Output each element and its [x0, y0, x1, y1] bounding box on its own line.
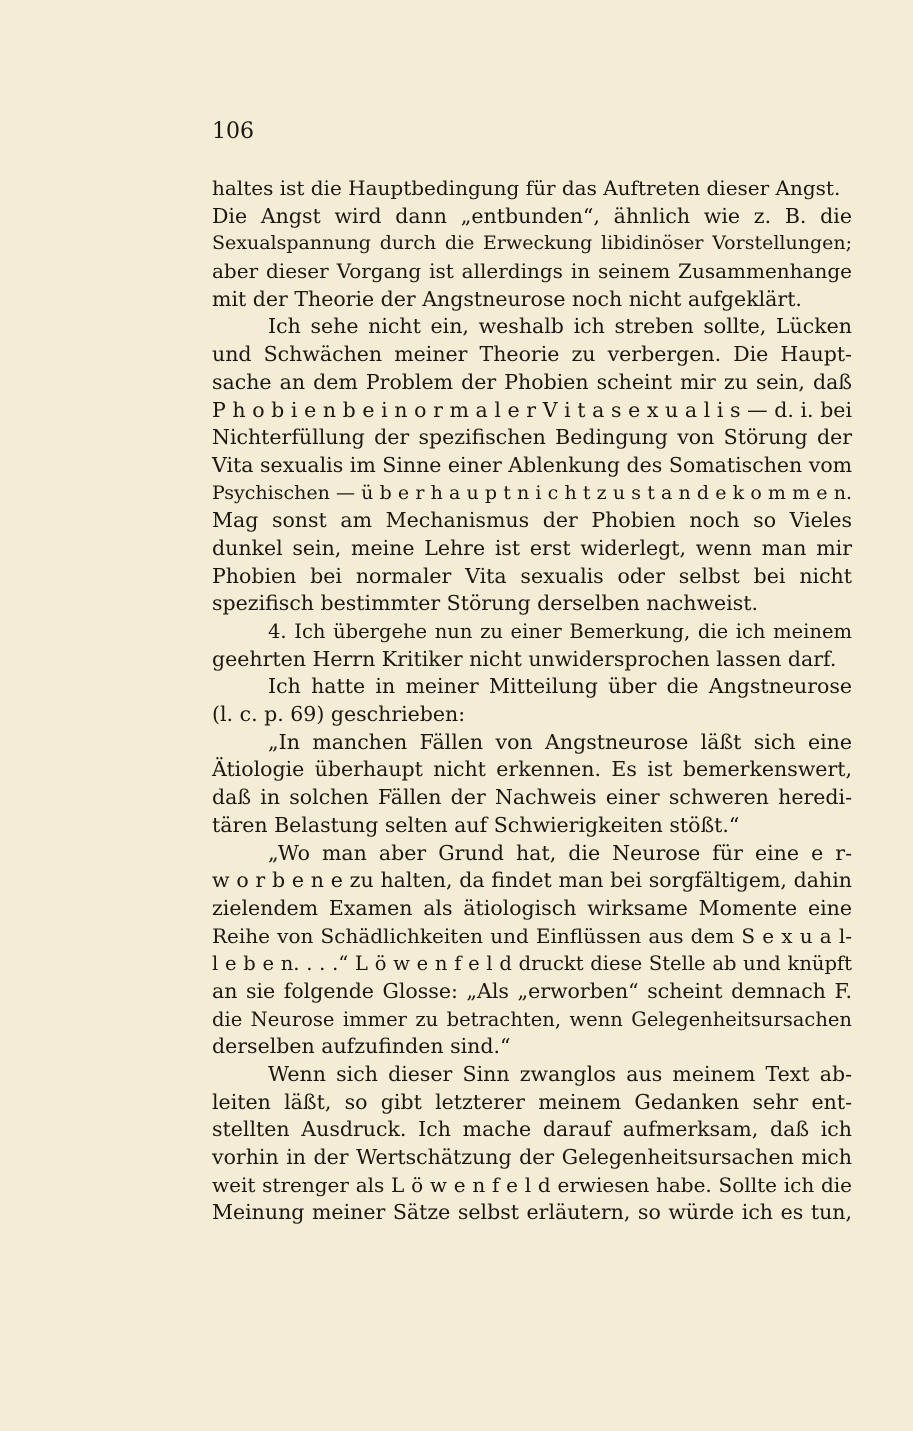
text-line: Vita sexualis im Sinne einer Ablenkung des Somatischen vom [212, 452, 853, 477]
text-line: geehrten Herrn Kritiker nicht unwidersprochen lassen darf. [212, 646, 837, 671]
text-line: Ich sehe nicht ein, weshalb ich streben sollte, Lücken [268, 314, 852, 339]
text-line: Meinung meiner Sätze selbst erläutern, so würde ich es tun, [212, 1200, 852, 1225]
page-number: 106 [212, 119, 254, 144]
text-line: Reihe von Schädlichkeiten und Einflüssen aus dem S e x u a l- [212, 923, 852, 948]
text-line: Ätiologie überhaupt nicht erkennen. Es ist bemerkenswert, [212, 757, 852, 782]
text-line: dunkel sein, meine Lehre ist erst widerlegt, wenn man mir [212, 535, 852, 560]
text-line: vorhin in der Wertschätzung der Gelegenheitsursachen mich [212, 1145, 852, 1170]
text-line: stellten Ausdruck. Ich mache darauf aufmerksam, daß ich [212, 1117, 852, 1142]
text-line: Die Angst wird dann „entbunden“, ähnlich wie z. B. die [212, 203, 852, 228]
text-line: Nichterfüllung der spezifischen Bedingung von Störung der [212, 425, 852, 450]
text-line: Ich hatte in meiner Mitteilung über die Angstneurose [268, 674, 852, 699]
text-line: zielendem Examen als ätiologisch wirksame Momente eine [212, 895, 852, 920]
text-line: tären Belastung selten auf Schwierigkeiten stößt.“ [212, 812, 740, 837]
text-line: (l. c. p. 69) geschrieben: [212, 702, 466, 727]
text-line: weit strenger als L ö w e n f e l d erwiesen habe. Sollte ich die [212, 1172, 852, 1197]
text-line: Phobien bei normaler Vita sexualis oder selbst bei nicht [212, 563, 852, 588]
text-line: P h o b i e n b e i n o r m a l e r V i t a s e x u a l i s — d. i. bei [212, 397, 852, 422]
text-line: aber dieser Vorgang ist allerdings in seinem Zusammenhange [212, 259, 852, 284]
text-line: leiten läßt, so gibt letzterer meinem Gedanken sehr ent- [212, 1089, 852, 1114]
text-line: an sie folgende Glosse: „Als „erworben“ scheint demnach F. [212, 978, 852, 1003]
text-line: und Schwächen meiner Theorie zu verbergen. Die Haupt- [212, 342, 852, 367]
text-line: daß in solchen Fällen der Nachweis einer schweren heredi- [212, 785, 852, 810]
text-line: „In manchen Fällen von Angstneurose läßt sich eine [268, 729, 852, 754]
text-body [212, 175, 852, 1227]
text-line: haltes ist die Hauptbedingung für das Auftreten dieser Angst. [212, 176, 841, 200]
text-line: die Neurose immer zu betrachten, wenn Gelegenheitsursachen [212, 1007, 852, 1031]
text-line: derselben aufzufinden sind.“ [212, 1034, 511, 1059]
text-line: „Wo man aber Grund hat, die Neurose für eine e r- [268, 840, 852, 865]
text-line: w o r b e n e zu halten, da findet man bei sorgfältigem, dahin [212, 868, 852, 893]
text-line: 4. Ich übergehe nun zu einer Bemerkung, die ich meinem [268, 620, 852, 643]
text-line: Psychischen — ü b e r h a u p t n i c h t z u s t a n d e k o m m e n. [212, 481, 852, 504]
text-line: sache an dem Problem der Phobien scheint mir zu sein, daß [212, 369, 852, 394]
text-line: Mag sonst am Mechanismus der Phobien noch so Vieles [212, 508, 852, 533]
text-line: mit der Theorie der Angstneurose noch nicht aufgeklärt. [212, 286, 802, 311]
text-line: Sexualspannung durch die Erweckung libidinöser Vorstellungen; [212, 232, 852, 255]
text-line: Wenn sich dieser Sinn zwanglos aus meinem Text ab- [268, 1062, 852, 1086]
text-line: spezifisch bestimmter Störung derselben nachweist. [212, 591, 758, 616]
text-line: l e b e n. . . .“ L ö w e n f e l d druckt diese Stelle ab und knüpft [212, 952, 852, 976]
